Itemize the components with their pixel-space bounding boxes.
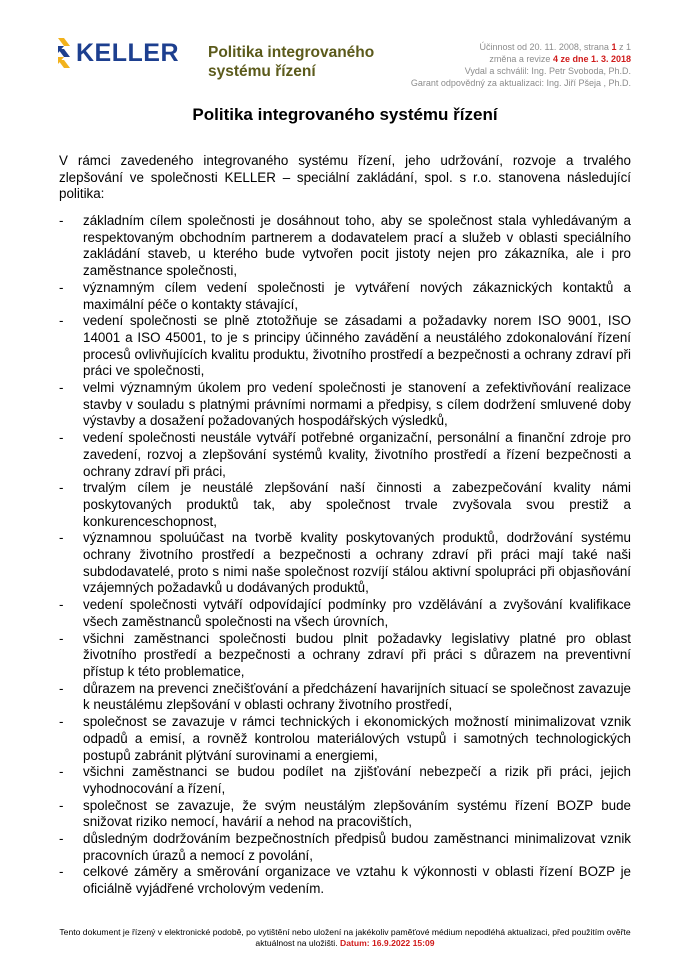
policy-list	[59, 213, 631, 898]
document-footer	[40, 927, 650, 949]
list-bullet: -	[59, 630, 64, 646]
policy-item	[59, 430, 631, 480]
validity-line	[371, 41, 631, 53]
policy-item	[59, 280, 631, 313]
document-title: Politika integrovaného systému řízení	[192, 105, 498, 124]
policy-item	[59, 764, 631, 797]
policy-item	[59, 597, 631, 630]
revision-line	[371, 53, 631, 65]
policy-item-text: velmi významným úkolem pro vedení společnosti je stanovení a zefektivňování realizace stavby v souladu s platnými právními normami a předpisy, s cílem dodržení smluvené doby výstavby a dosažení požadovaných hospodářských výsledků,	[83, 380, 631, 429]
list-bullet: -	[59, 714, 64, 730]
list-bullet: -	[59, 430, 64, 446]
page-current: 1	[611, 42, 617, 52]
list-bullet: -	[59, 380, 64, 396]
keller-chevron-icon	[56, 38, 72, 68]
policy-item-text: vedení společnosti vytváří odpovídající podmínky pro vzdělávání a zvyšování kvalifikace všech zaměstnanců společnosti na všech úrovních,	[83, 597, 631, 629]
list-bullet: -	[59, 680, 64, 696]
policy-item-text: důrazem na prevenci znečišťování a předcházení havarijních situací se společnost zavazuje k neustálému zlepšování v oblasti ochrany životního prostředí,	[83, 680, 631, 713]
revision-value: 4 ze dne 1. 3. 2018	[552, 54, 631, 64]
list-bullet: -	[59, 797, 64, 813]
list-bullet: -	[59, 213, 64, 228]
page-of: z 1	[618, 42, 631, 52]
update-guarantor: Garant odpovědný za aktualizaci: Ing. Jiří Pšeja , Ph.D.	[410, 78, 631, 88]
intro-paragraph: V rámci zavedeného integrovaného systému řízení, jeho udržování, rozvoje a trvalého zlepšování ve společnosti KELLER – speciální zakládání, spol. s r.o. stanovena následující politika:	[59, 153, 631, 202]
list-bullet: -	[59, 279, 64, 295]
validity-text: Účinnost od 20. 11. 2008, strana	[479, 42, 609, 52]
policy-item	[59, 213, 631, 280]
policy-item	[59, 480, 631, 530]
revision-text: změna a revize	[489, 54, 551, 64]
policy-item	[59, 631, 631, 681]
list-bullet: -	[59, 480, 64, 496]
policy-item-text: společnost se zavazuje, že svým neustálým zlepšováním systému řízení BOZP bude snižovat riziko nemocí, havárií a nehod na pracovištích,	[83, 797, 631, 830]
policy-item-text: vedení společnosti se plně ztotožňuje se zásadami a požadavky norem ISO 9001, ISO 14001 a ISO 45001, to je s principy účinného zavádění a neustálého zdokonalování řízení procesů ovlivňujících kvalitu produktu, životního prostředí a bezpečnosti a ochrany zdraví při práci ve společnosti,	[83, 313, 631, 379]
keller-logo	[56, 38, 179, 68]
policy-item	[59, 864, 631, 897]
list-bullet: -	[59, 597, 64, 613]
list-bullet: -	[59, 864, 64, 880]
issued-by: Vydal a schválil: Ing. Petr Svoboda, Ph.D.	[464, 66, 631, 76]
document-meta	[371, 41, 631, 89]
list-bullet: -	[59, 831, 64, 847]
logo-text: KELLER	[76, 39, 179, 67]
policy-item	[59, 798, 631, 831]
footer-notice: Tento dokument je řízený v elektronické podobě, po vytištění nebo uložení na jakékoliv paměťové médium nepodléhá aktualizaci, před použitím ověřte aktuálnost na uložišti.	[59, 927, 631, 948]
policy-item	[59, 714, 631, 764]
policy-item-text: základním cílem společnosti je dosáhnout toho, aby se společnost stala vyhledávaným a respektovaným obchodním partnerem a dodavatelem prací a služeb v oblasti speciálního zakládání staveb, u kterého bude vytvořen pocit jistoty nejen pro zákazníka, ale i pro zaměstnance společnosti,	[83, 213, 631, 279]
policy-item-text: všichni zaměstnanci se budou podílet na zjišťování nebezpečí a rizik při práci, jejich vyhodnocování a řízení,	[83, 764, 631, 796]
policy-item-text: celkové záměry a směrování organizace ve vztahu k výkonnosti v oblasti řízení BOZP je oficiálně vyjádřené vrcholovým vedením.	[83, 864, 631, 897]
policy-item-text: významným cílem vedení společnosti je vytváření nových zákaznických kontaktů a maximální péče o kontakty stávající,	[83, 279, 631, 312]
footer-date: Datum: 16.9.2022 15:09	[339, 938, 435, 948]
list-bullet: -	[59, 313, 64, 329]
document-header	[0, 0, 690, 100]
policy-item	[59, 380, 631, 430]
policy-item	[59, 313, 631, 380]
list-bullet: -	[59, 530, 64, 546]
list-bullet: -	[59, 764, 64, 780]
policy-item	[59, 530, 631, 597]
header-title: Politika integrovaného systému řízení	[208, 44, 375, 80]
policy-item-text: trvalým cílem je neustálé zlepšování naší činnosti a zabezpečování kvality námi poskytovaných produktů tak, aby společnost trvale zvyšovala svou prestiž a konkurenceschopnost,	[83, 480, 631, 529]
policy-item-text: vedení společnosti neustále vytváří potřebné organizační, personální a finanční zdroje pro zavedení, rozvoj a zlepšování systémů kvality, životního prostředí a řízení bezpečnosti a ochrany zdraví při práci,	[83, 430, 631, 479]
policy-item-text: důsledným dodržováním bezpečnostních předpisů budou zaměstnanci minimalizovat vznik pracovních úrazů a nemocí z povolání,	[83, 831, 631, 863]
policy-item	[59, 831, 631, 864]
policy-item-text: společnost se zavazuje v rámci technických i ekonomických možností minimalizovat vznik odpadů a emisí, a rovněž kontrolou materiálových vstupů i samotných technologických postupů zabránit plýtvání surovinami a energiemi,	[83, 714, 631, 763]
policy-item-text: významnou spoluúčast na tvorbě kvality poskytovaných produktů, dodržování systému ochrany životního prostředí a bezpečnosti a ochrany zdraví při práci mají také naši subdodavatelé, proto s nimi naše společnost rozvíjí stálou aktivní spolupráci při objasňování vzájemných požadavků u dodávaných produktů,	[83, 530, 631, 596]
policy-item-text: všichni zaměstnanci společnosti budou plnit požadavky legislativy platné pro oblast životního prostředí a bezpečnosti a ochrany zdraví při práci s důrazem na preventivní přístup k této problematice,	[83, 630, 631, 679]
policy-item	[59, 681, 631, 714]
